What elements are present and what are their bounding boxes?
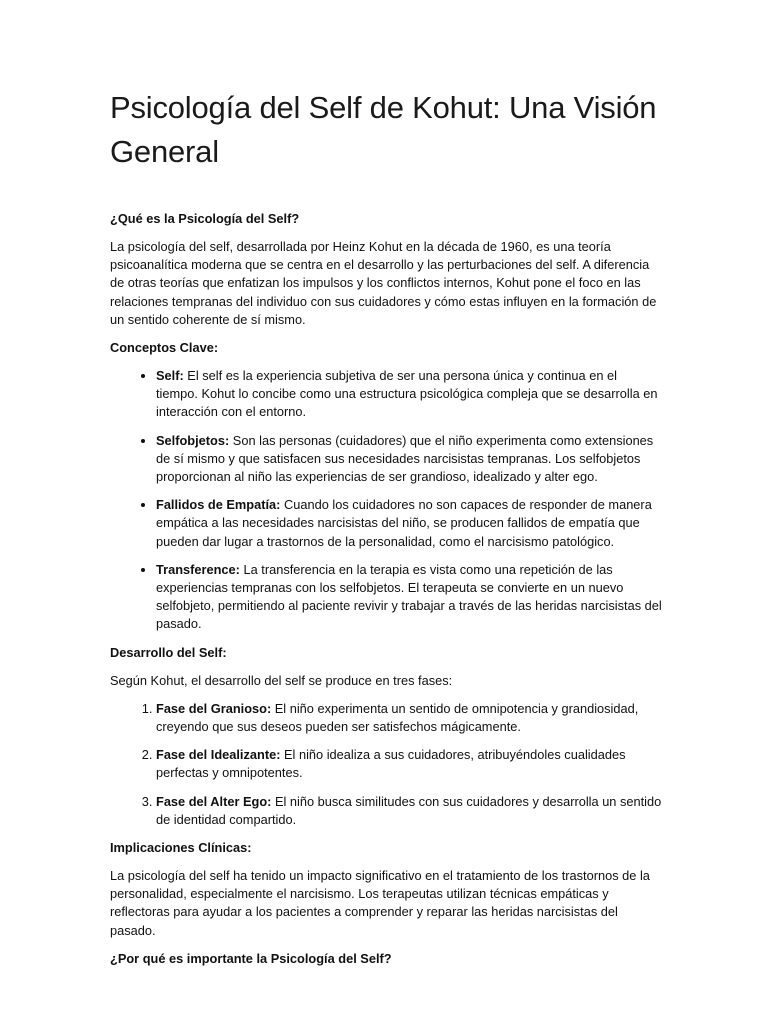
list-item-text: El niño busca similitudes con sus cuidadores y desarrolla un sentido de identidad compartido. [156,793,662,827]
list-item-term: Transference: [156,561,240,577]
development-phases-list [110,700,662,829]
list-item-term: Selfobjetos: [156,432,230,448]
list-item-text: El self es la experiencia subjetiva de ser una persona única y continua en el tiempo. Kohut lo concibe como una estructura psicológica compleja que se desarrolla en interacción con el entorno. [156,368,658,420]
list-item-term: Fase del Granioso: [156,700,272,716]
section-paragraph-clinical: La psicología del self ha tenido un impacto significativo en el tratamiento de los trastornos de la personalidad, especialmente el narcisismo. Los terapeutas utilizan técnicas empáticas y reflectoras para ayudar a los pacientes a comprender y reparar las heridas narcisistas del pasado. [110,868,650,938]
list-item-text: Cuando los cuidadores no son capaces de responder de manera empática a las necesidades narcisistas del niño, se producen fallidos de empatía que pueden dar lugar a trastornos de la personalidad, como el narcisismo patológico. [156,497,652,549]
list-item-term: Fallidos de Empatía: [156,497,281,513]
list-item-text: Son las personas (cuidadores) que el niño experimenta como extensiones de sí mismo y que satisfacen sus necesidades narcisistas tempranas. Los selfobjetos proporcionan al niño las experiencias de ser grandioso, idealizado y alter ego. [156,432,654,485]
section-intro-development: Según Kohut, el desarrollo del self se produce en tres fases: [110,672,453,688]
list-item-term: Fase del Alter Ego: [156,793,272,809]
list-item [156,367,662,422]
section-heading-importance: ¿Por qué es importante la Psicología del Self? [110,950,392,966]
section-heading-development: Desarrollo del Self: [110,644,227,660]
list-item-term: Fase del Idealizante: [156,747,281,763]
list-item-text: El niño idealiza a sus cuidadores, atribuyéndoles cualidades perfectas y omnipotentes. [156,747,626,781]
document-page [110,86,662,978]
list-item [156,496,662,551]
list-item-text: El niño experimenta un sentido de omnipotencia y grandiosidad, creyendo que sus deseos pueden ser satisfechos mágicamente. [156,700,639,735]
section-heading-what: ¿Qué es la Psicología del Self? [110,211,300,226]
section-paragraph-what: La psicología del self, desarrollada por Heinz Kohut en la década de 1960, es una teoría psicoanalítica moderna que se centra en el desarrollo y las perturbaciones del self. A diferencia de otras teorías que enfatizan los impulsos y los conflictos internos, Kohut pone el foco en las relaciones tempranas del individuo con sus cuidadores y cómo estas influyen en la formación de un sentido coherente de sí mismo. [110,239,657,327]
concepts-list [110,367,662,634]
list-item [156,432,662,487]
list-item [156,746,662,782]
list-item [156,561,662,634]
section-heading-concepts: Conceptos Clave: [110,340,219,356]
list-item [156,793,662,829]
list-item [156,700,662,736]
list-item-text: La transferencia en la terapia es vista como una repetición de las experiencias tempranas con los selfobjetos. El terapeuta se convierte en un nuevo selfobjeto, permitiendo al paciente revivir y trabajar a través de las heridas narcisistas del pasado. [156,561,662,632]
list-item-term: Self: [156,368,184,384]
document-title: Psicología del Self de Kohut: Una Visión General [110,90,657,169]
section-heading-clinical: Implicaciones Clínicas: [110,840,252,856]
